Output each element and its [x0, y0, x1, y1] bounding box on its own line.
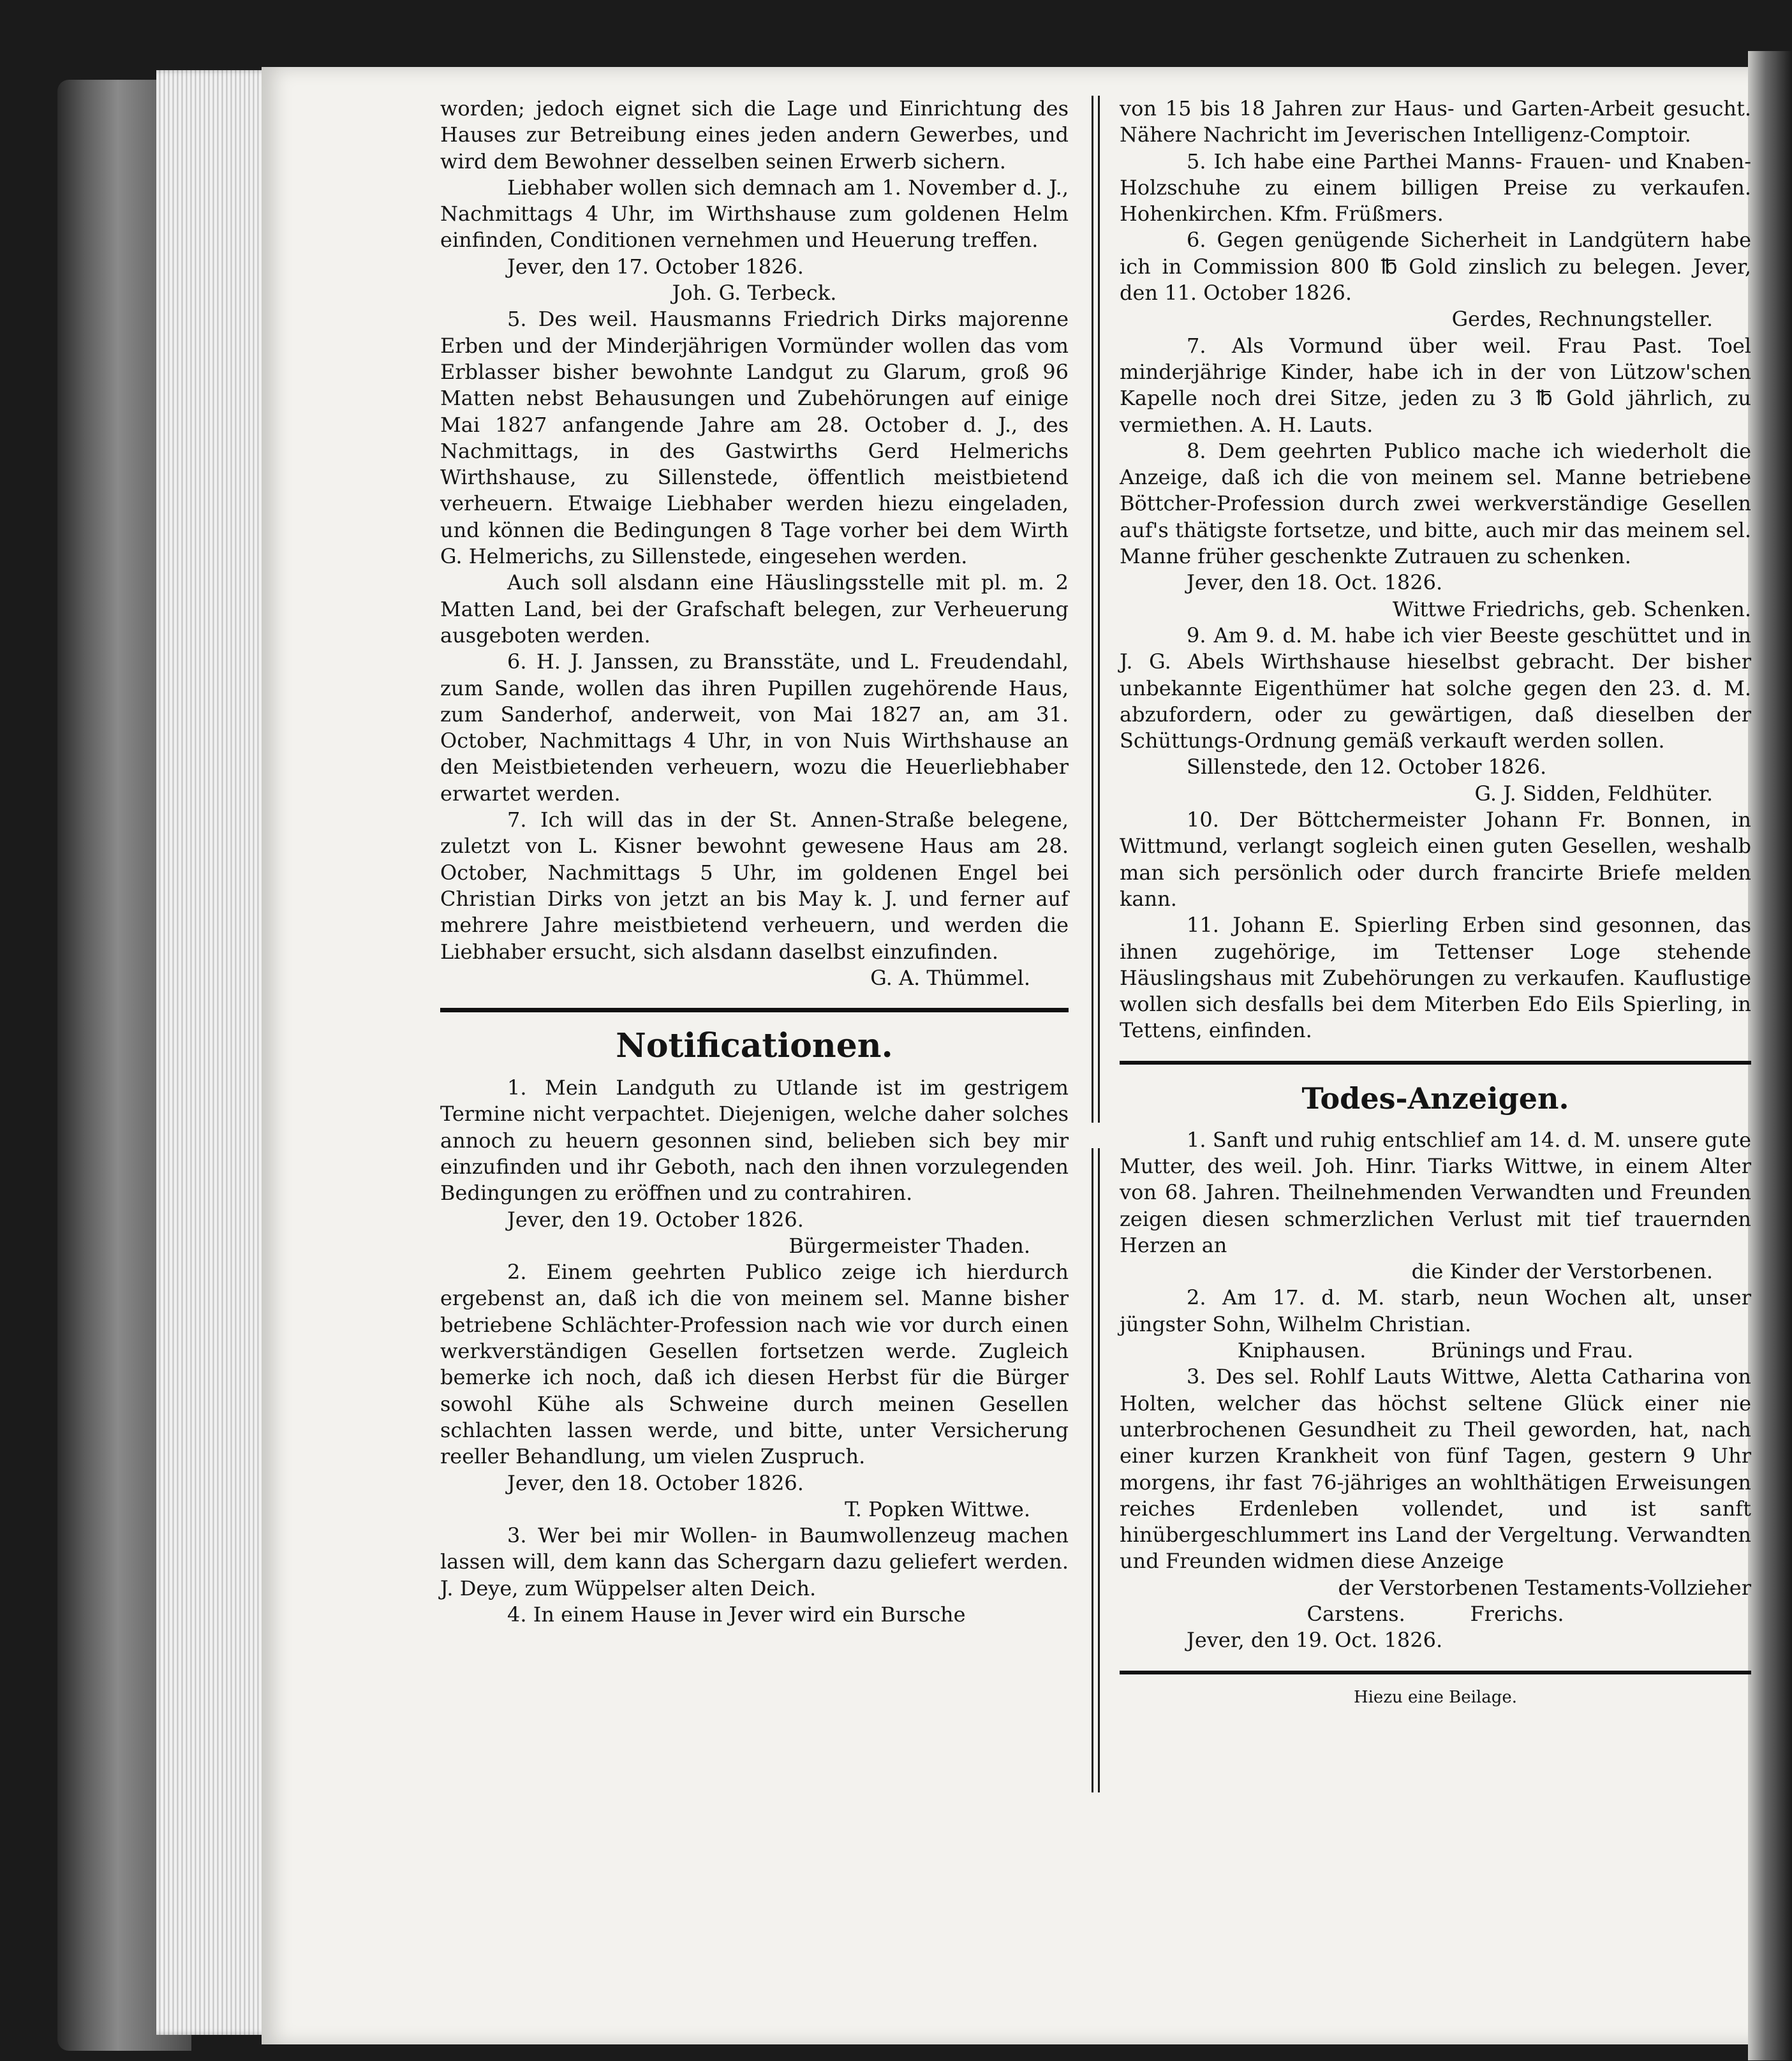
notice-date: Jever, den 19. October 1826. — [507, 1207, 804, 1232]
notification-4: 4. In einem Hause in Jever wird ein Bursche — [507, 1602, 966, 1627]
notice-date: Jever, den 19. Oct. 1826. — [1187, 1628, 1443, 1653]
column-divider — [1092, 96, 1093, 1123]
notice-signature: Gerdes, Rechnungsteller. — [1451, 307, 1713, 332]
section-heading-notificationen: Notificationen. — [616, 1026, 893, 1066]
notification-5: 5. Ich habe eine Parthei Manns- Frauen- und Knaben-Holzschuhe zu einem billigen Preise zu verkaufen. Hohenkirchen. Kfm. Früßmers. — [1120, 149, 1751, 226]
notice-date: Jever, den 18. October 1826. — [507, 1470, 804, 1495]
notice-signature: der Verstorbenen Testaments-Vollzieher — [1338, 1575, 1751, 1600]
notification-3: 3. Wer bei mir Wollen- in Baumwollenzeug machen lassen will, dem kann das Schergarn dazu geliefert werden. J. Deye, zum Wüppelser alten Deich. — [440, 1523, 1069, 1600]
notification-8: 8. Dem geehrten Publico mache ich wiederholt die Anzeige, daß ich die von meinem sel. Manne betriebene Böttcher-Profession durch zwei werkverständige Gesellen auf's thätigste fortsetze, und bitte, auch mir das meinem sel. Manne früher geschenkte Zutrauen zu schenken. — [1120, 438, 1751, 569]
notice-signature: G. J. Sidden, Feldhüter. — [1474, 781, 1713, 806]
notification-1: 1. Mein Landguth zu Utlande ist im gestrigem Termine nicht verpachtet. Diejenigen, welche daher solches annoch zu heuern gesonnen sind, belieben sich bey mir einzufinden und ihr Geboth, nach den ihnen vorzulegenden Bedingungen zu eröffnen und zu contrahiren. — [440, 1075, 1069, 1206]
notice-date: Jever, den 17. October 1826. — [507, 254, 804, 279]
column-divider — [1098, 96, 1100, 1123]
notice-signature: G. A. Thümmel. — [870, 965, 1030, 990]
page-gutter-shadow — [1748, 51, 1792, 2060]
notice-6: 6. H. J. Janssen, zu Bransstäte, und L. Freudendahl, zum Sande, wollen das ihren Pupillen zugehörende Haus, zum Sanderhof, anderweit, von Mai 1827 an, am 31. October, Nachmittags 4 Uhr, in von Nuis Wirthshause an den Meistbietenden verheuern, wozu die Heuerliebhaber erwartet werden. — [440, 649, 1069, 806]
notice-signature: Carstens. Frerichs. — [1307, 1602, 1564, 1627]
notice-signature: Joh. G. Terbeck. — [672, 281, 837, 306]
notification-10: 10. Der Böttchermeister Johann Fr. Bonnen, in Wittmund, verlangt sogleich einen guten Gesellen, weshalb man sich persönlich oder durch francirte Briefe melden kann. — [1120, 808, 1751, 911]
notification-4-continued: von 15 bis 18 Jahren zur Haus- und Garten-Arbeit gesucht. Nähere Nachricht im Jeverischen Intelligenz-Comptoir. — [1120, 96, 1751, 147]
notice-text: worden; jedoch eignet sich die Lage und Einrichtung des Hauses zur Betreibung eines jeden andern Gewerbes, und wird dem Bewohner desselben seinen Erwerb sichern. — [440, 96, 1069, 174]
section-heading-todes-anzeigen: Todes-Anzeigen. — [1301, 1081, 1569, 1116]
death-notice-3: 3. Des sel. Rohlf Lauts Wittwe, Aletta Catharina von Holten, welcher das höchst seltene Glück einer nie unterbrochenen Gesundheit zu Theil geworden, hat, nach einer kurzen Krankheit von fünf Tagen, gestern 9 Uhr morgens, ihr fast 76-jähriges an wohlthätigen Erweisungen reiches Erdenleben vollendet, und ist sanft hinübergeschlummert ins Land der Vergeltung. Verwandten und Freunden widmen diese Anzeige — [1120, 1364, 1751, 1574]
section-rule — [440, 1008, 1069, 1012]
death-notice-1: 1. Sanft und ruhig entschlief am 14. d. M. unsere gute Mutter, des weil. Joh. Hinr. Tiarks Wittwe, in einem Alter von 68. Jahren. Theilnehmenden Verwandten und Freunden zeigen diesen schmerzlichen Verlust mit tief trauernden Herzen an — [1120, 1127, 1751, 1257]
notice-signature: T. Popken Wittwe. — [845, 1496, 1030, 1521]
notice-signature: Kniphausen. Brünings und Frau. — [1237, 1338, 1634, 1363]
notice-date: Jever, den 18. Oct. 1826. — [1187, 570, 1443, 595]
notification-7: 7. Als Vormund über weil. Frau Past. Toel minderjährige Kinder, habe ich in der von Lützow'schen Kapelle noch drei Sitze, jeden zu 3 ℔ Gold jährlich, zu vermiethen. A. H. Lauts. — [1120, 333, 1751, 437]
section-rule — [1120, 1671, 1751, 1674]
notice-signature: die Kinder der Verstorbenen. — [1411, 1259, 1713, 1284]
page-stack-edges — [156, 70, 278, 2035]
notification-2: 2. Einem geehrten Publico zeige ich hierdurch ergebenst an, daß ich die von meinem sel. Manne bisher betriebene Schlächter-Profession nach wie vor durch einen werkverständigen Gesellen fortsetzen werde. Zugleich bemerke ich noch, daß ich diesen Herbst für die Bürger sowohl Kühe als Schweine durch meinen Gesellen schlachten lassen werde, und bitte, unter Versicherung reeller Behandlung, um vielen Zuspruch. — [440, 1260, 1069, 1469]
notice-5: 5. Des weil. Hausmanns Friedrich Dirks majorenne Erben und der Minderjährigen Vormünder wollen das vom Erblasser bisher bewohnte Landgut zu Glarum, groß 96 Matten nebst Behausungen und Zubehörungen auf einige Mai 1827 anfangende Jahre am 28. October d. J., des Nachmittags, in des Gastwirths Gerd Helmerichs Wirthshause, zu Sillenstede, öffentlich meistbietend verheuern. Etwaige Liebhaber werden hiezu eingeladen, und können die Bedingungen 8 Tage vorher bei dem Wirth G. Helmerichs, zu Sillenstede, eingesehen werden. — [440, 307, 1069, 569]
death-notice-2: 2. Am 17. d. M. starb, neun Wochen alt, unser jüngster Sohn, Wilhelm Christian. — [1120, 1285, 1751, 1336]
notice-text: Liebhaber wollen sich demnach am 1. November d. J., Nachmittags 4 Uhr, im Wirthshause zum goldenen Helm einfinden, Conditionen vernehmen und Heuerung treffen. — [440, 175, 1069, 253]
column-divider — [1092, 1148, 1093, 1792]
notice-date: Sillenstede, den 12. October 1826. — [1187, 755, 1547, 779]
column-divider — [1098, 1148, 1100, 1792]
notification-9: 9. Am 9. d. M. habe ich vier Beeste geschüttet und in J. G. Abels Wirthshause hieselbst gebracht. Der bisher unbekannte Eigenthümer hat solche gegen den 23. d. M. abzufordern, oder zu gewärtigen, daß dieselben der Schüttungs-Ordnung gemäß verkauft werden sollen. — [1120, 623, 1751, 753]
notice-signature: Bürgermeister Thaden. — [789, 1233, 1030, 1258]
notice-signature: Wittwe Friedrichs, geb. Schenken. — [1392, 596, 1751, 621]
notice-7: 7. Ich will das in der St. Annen-Straße belegene, zuletzt von L. Kisner bewohnt gewesene Haus am 28. October, Nachmittags 5 Uhr, im goldenen Engel bei Christian Dirks von jetzt an bis May k. J. und ferner auf mehrere Jahre meistbietend verheuern, und werden die Liebhaber ersucht, sich alsdann daselbst einzufinden. — [440, 808, 1069, 964]
notification-6: 6. Gegen genügende Sicherheit in Landgütern habe ich in Commission 800 ℔ Gold zinslich zu belegen. Jever, den 11. October 1826. — [1120, 228, 1751, 306]
left-column — [440, 96, 1069, 1628]
supplement-note: Hiezu eine Beilage. — [1353, 1687, 1518, 1707]
notice-5-addendum: Auch soll alsdann eine Häuslingsstelle mit pl. m. 2 Matten Land, bei der Grafschaft belegen, zur Verheuerung ausgeboten werden. — [440, 570, 1069, 647]
section-rule — [1120, 1061, 1751, 1065]
right-column — [1120, 96, 1751, 1711]
notification-11: 11. Johann E. Spierling Erben sind gesonnen, das ihnen zugehörige, im Tettenser Loge stehende Häuslingshaus mit Zubehörungen zu verkaufen. Kauflustige wollen sich desfalls bei dem Miterben Edo Eils Spierling, in Tettens, einfinden. — [1120, 913, 1751, 1043]
